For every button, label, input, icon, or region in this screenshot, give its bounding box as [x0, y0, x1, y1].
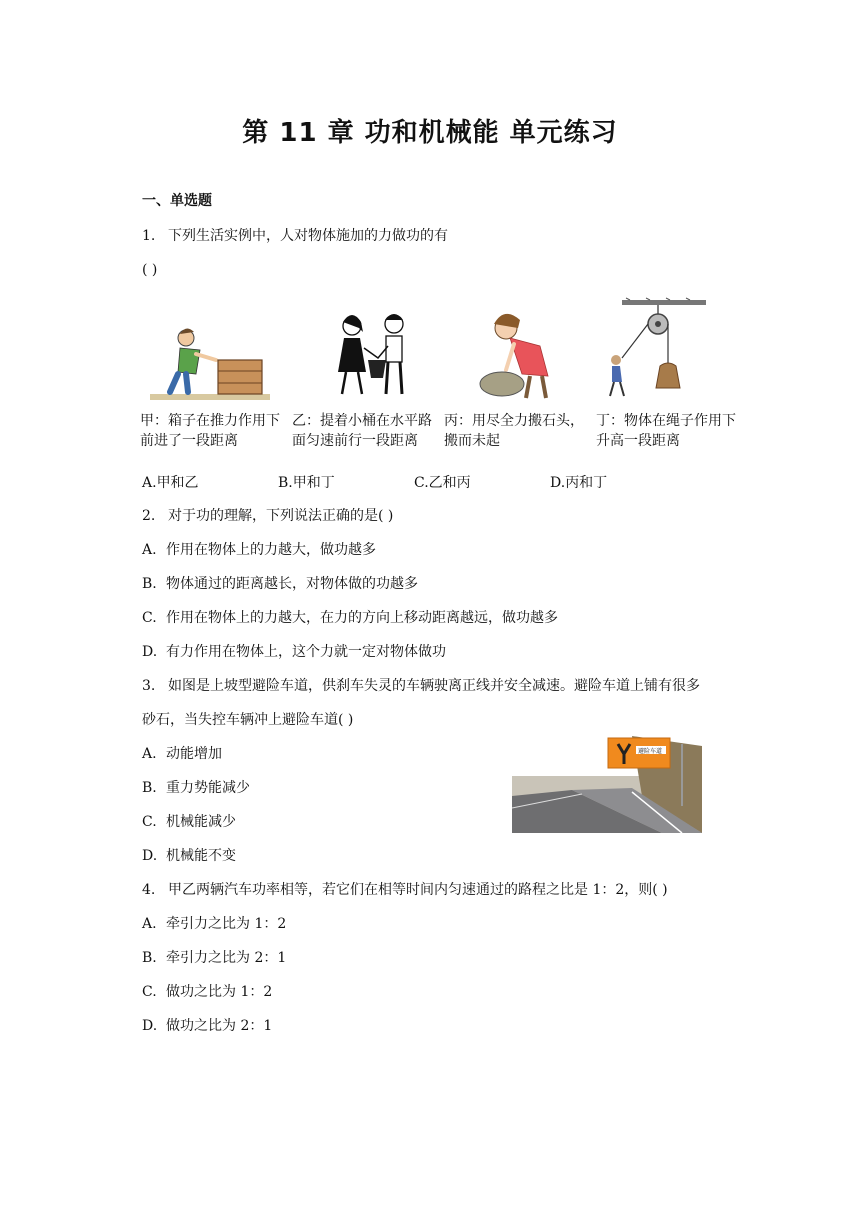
- option-c[interactable]: C.乙和丙: [414, 475, 471, 491]
- escape-lane-photo: [512, 736, 702, 833]
- figure-caption: 丙：用尽全力搬石头，搬而未起: [444, 413, 584, 449]
- option-d[interactable]: D.丙和丁: [550, 475, 608, 491]
- question-text-continued: 砂石，当失控车辆冲上避险车道( ): [142, 712, 354, 728]
- figure-carry-bucket: [292, 296, 442, 456]
- option-b[interactable]: B.甲和丁: [278, 475, 335, 491]
- sign-text: 避险车道: [638, 748, 663, 755]
- question-text: 下列生活实例中，人对物体施加的力做功的有: [168, 228, 448, 244]
- option-b[interactable]: B. 重力势能减少: [142, 780, 250, 796]
- pulley-illustration: [596, 296, 746, 411]
- answer-paren: ( ): [142, 262, 158, 278]
- figure-pulley: [596, 296, 746, 456]
- option-b[interactable]: B. 物体通过的距离越长，对物体做的功越多: [142, 576, 418, 592]
- figure-push-box: [140, 296, 290, 456]
- question-1: [142, 226, 448, 246]
- option-a[interactable]: A. 作用在物体上的力越大，做功越多: [142, 542, 376, 558]
- option-d[interactable]: D. 做功之比为 2：1: [142, 1018, 273, 1034]
- option-c[interactable]: C. 作用在物体上的力越大，在力的方向上移动距离越远，做功越多: [142, 610, 558, 626]
- figure-caption: 甲：箱子在推力作用下前进了一段距离: [140, 413, 280, 449]
- question-1-figures: [140, 296, 760, 456]
- option-a[interactable]: A.甲和乙: [142, 475, 199, 491]
- question-3: [142, 676, 700, 696]
- option-c[interactable]: C. 做功之比为 1：2: [142, 984, 273, 1000]
- lift-stone-illustration: [444, 296, 594, 411]
- section-heading: 一、单选题: [142, 193, 212, 209]
- figure-lift-stone: [444, 296, 594, 456]
- question-number: 2.: [142, 508, 156, 524]
- question-1-options: [142, 472, 702, 492]
- figure-caption: 丁：物体在绳子作用下升高一段距离: [596, 413, 736, 449]
- page-title: 第 11 章 功和机械能 单元练习: [242, 118, 618, 148]
- question-number: 3.: [142, 678, 156, 694]
- carry-bucket-illustration: [292, 296, 442, 411]
- push-box-illustration: [140, 296, 290, 411]
- question-text: 甲乙两辆汽车功率相等，若它们在相等时间内匀速通过的路程之比是 1：2，则( ): [168, 882, 668, 898]
- option-b[interactable]: B. 牵引力之比为 2：1: [142, 950, 287, 966]
- question-number: 1.: [142, 228, 156, 244]
- option-a[interactable]: A. 牵引力之比为 1：2: [142, 916, 287, 932]
- question-text: 如图是上坡型避险车道，供刹车失灵的车辆驶离正线并安全减速。避险车道上铺有很多: [168, 678, 700, 694]
- question-4: [142, 880, 668, 900]
- option-a[interactable]: A. 动能增加: [142, 746, 222, 762]
- option-c[interactable]: C. 机械能减少: [142, 814, 236, 830]
- option-d[interactable]: D. 有力作用在物体上，这个力就一定对物体做功: [142, 644, 446, 660]
- figure-caption: 乙：提着小桶在水平路面匀速前行一段距离: [292, 413, 432, 449]
- question-2: [142, 506, 393, 526]
- escape-lane-illustration: [512, 736, 702, 833]
- option-d[interactable]: D. 机械能不变: [142, 848, 236, 864]
- question-text: 对于功的理解，下列说法正确的是( ): [168, 508, 394, 524]
- question-number: 4.: [142, 882, 156, 898]
